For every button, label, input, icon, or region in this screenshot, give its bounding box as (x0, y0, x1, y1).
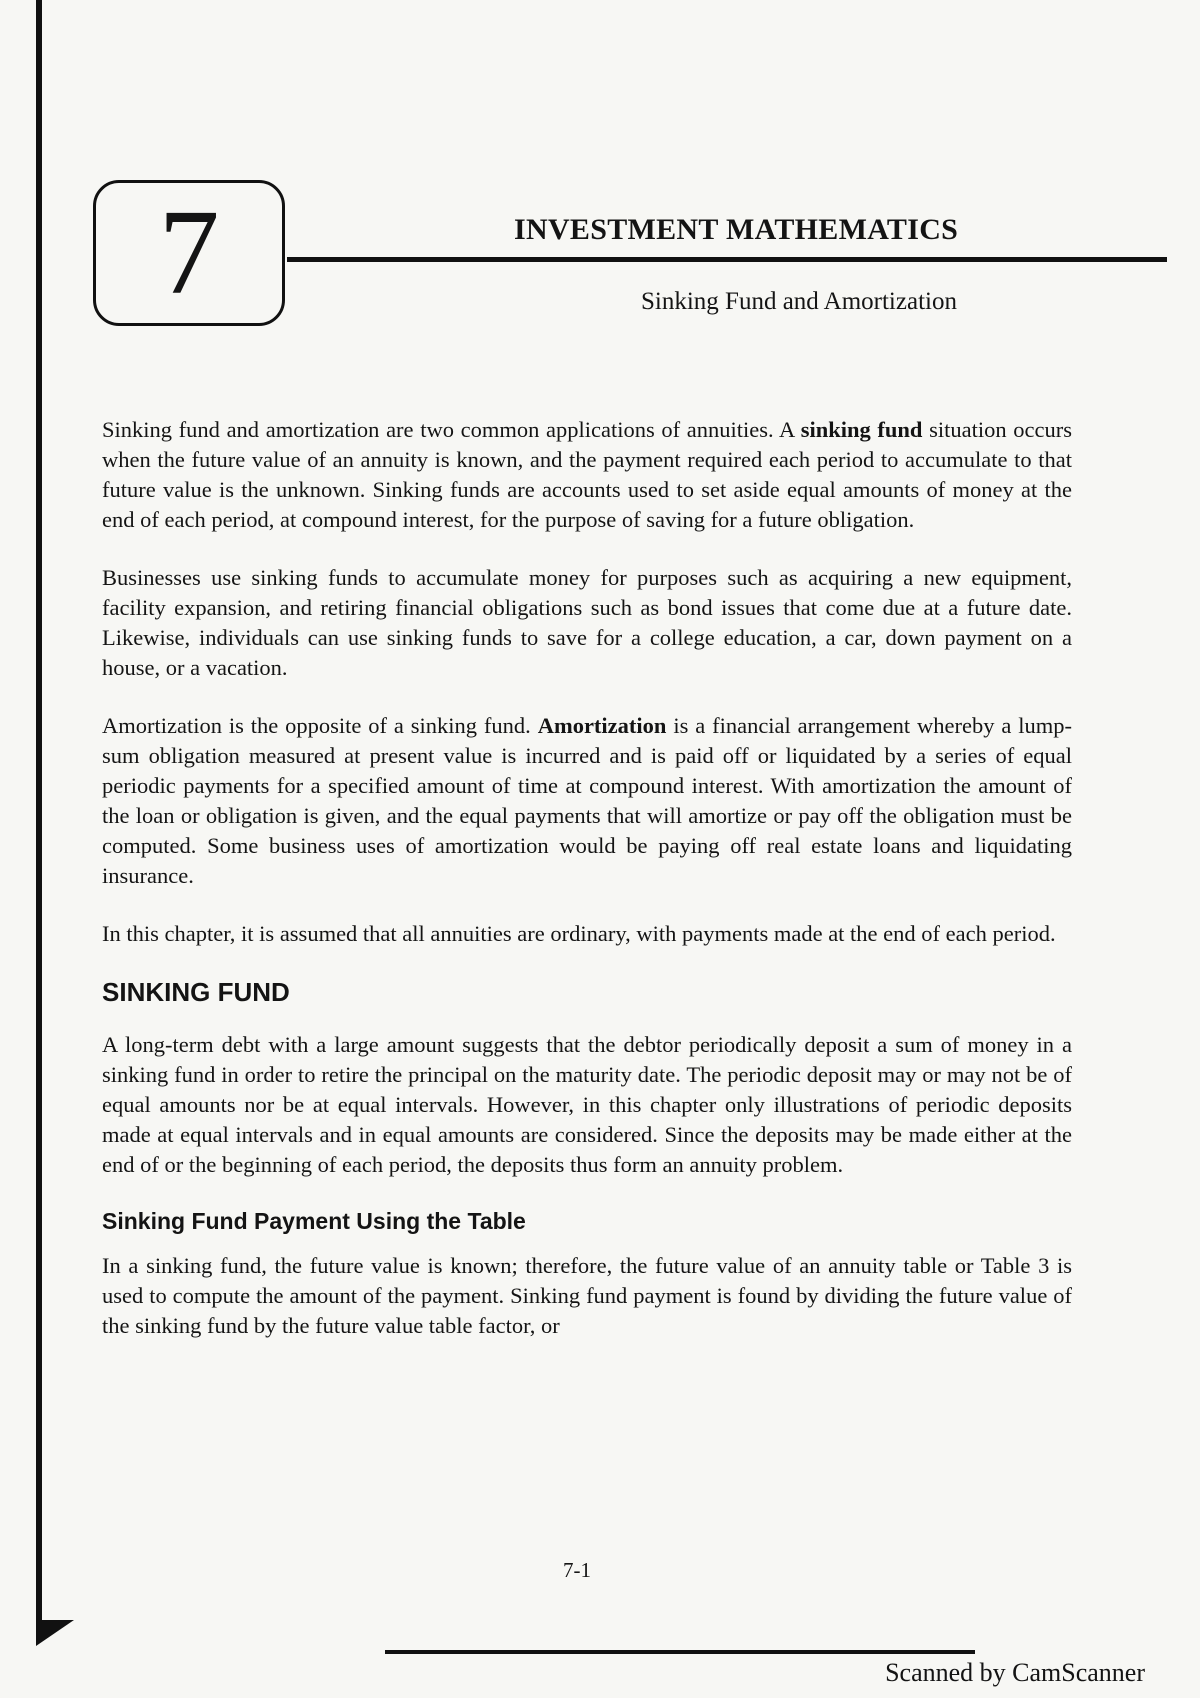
chapter-number: 7 (158, 185, 220, 320)
intro-p1-text-b: situation occurs when the future value of an annuity is known, and the payment required each period to accumulate to that future value is the unknown. Sinking funds are accounts used to set aside equal amounts of money at the end of each period, at compound interest, for the purpose of saving for a future obligation. (102, 417, 1072, 532)
section-heading-sinking-fund: SINKING FUND (102, 977, 290, 1007)
footer-rule (385, 1650, 975, 1654)
page-number: 7-1 (563, 1558, 591, 1582)
intro-p3-term-amortization: Amortization (537, 713, 667, 738)
intro-paragraph-4: In this chapter, it is assumed that all annuities are ordinary, with payments made at the end of each period. (102, 921, 1056, 946)
intro-p3-text-b: is a financial arrangement whereby a lump-sum obligation measured at present value is incurred and is paid off or liquidated by a series of equal periodic payments for a specified amount of time at compound interest. With amortization the amount of the loan or obligation is given, and the equal payments that will amortize or pay off the obligation must be computed. Some business uses of amortization would be paying off real estate loans and liquidating insurance. (102, 713, 1072, 888)
sinking-fund-paragraph-2: In a sinking fund, the future value is known; therefore, the future value of an annuity table or Table 3 is used to compute the amount of the payment. Sinking fund payment is found by dividing the future value of the sinking fund by the future value table factor, or (102, 1253, 1072, 1338)
intro-paragraph-1 (102, 415, 1072, 535)
scanner-credit: Scanned by CamScanner (885, 1658, 1145, 1687)
intro-p1-text-a: Sinking fund and amortization are two common applications of annuities. A (102, 417, 801, 442)
intro-paragraph-3 (102, 711, 1072, 891)
sinking-fund-paragraph-1: A long-term debt with a large amount suggests that the debtor periodically deposit a sum of money in a sinking fund in order to retire the principal on the maturity date. The periodic deposit may or may not be of equal amounts nor be at equal intervals. However, in this chapter only illustrations of periodic deposits made at equal intervals and in equal amounts are considered. Since the deposits may be made either at the end of or the beginning of each period, the deposits thus form an annuity problem. (102, 1032, 1072, 1177)
chapter-title: INVESTMENT MATHEMATICS (514, 213, 959, 246)
intro-paragraph-2: Businesses use sinking funds to accumulate money for purposes such as acquiring a new equipment, facility expansion, and retiring financial obligations such as bond issues that come due at a future date. Likewise, individuals can use sinking funds to save for a college education, a car, down payment on a house, or a vacation. (102, 565, 1072, 680)
intro-p1-term-sinking-fund: sinking fund (800, 417, 923, 442)
scan-left-foot-mark (36, 1620, 74, 1646)
scan-left-edge (36, 0, 42, 1640)
chapter-number-box (93, 180, 285, 326)
header-rule (287, 257, 1167, 262)
page-content (102, 415, 1072, 1369)
intro-p3-text-a: Amortization is the opposite of a sinking fund. (102, 713, 538, 738)
chapter-subtitle: Sinking Fund and Amortization (641, 288, 957, 315)
subheading-payment-using-table: Sinking Fund Payment Using the Table (102, 1208, 526, 1234)
